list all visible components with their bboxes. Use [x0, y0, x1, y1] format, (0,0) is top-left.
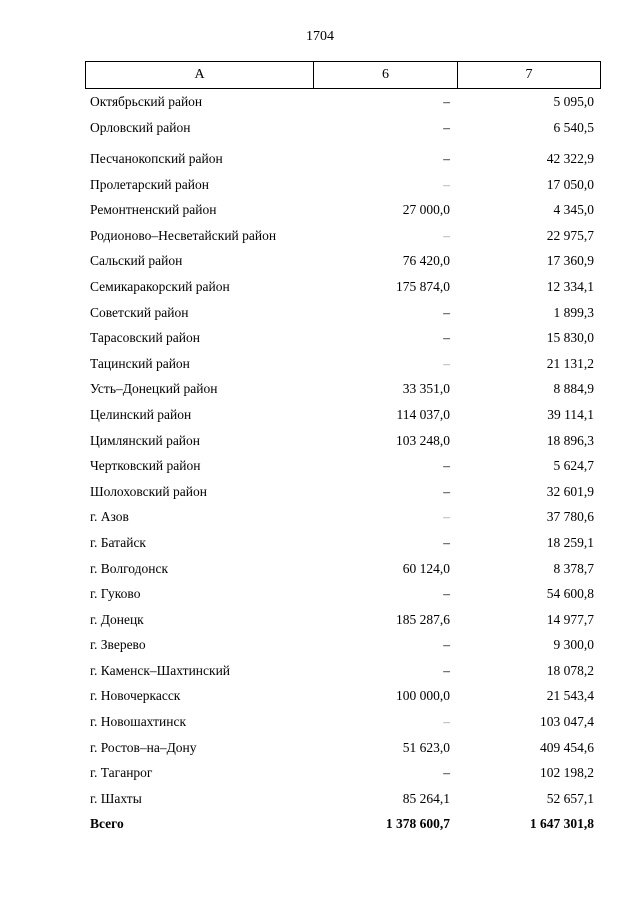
column-6-value: – [443, 120, 450, 135]
column-7-value: 32 601,9 [546, 483, 594, 499]
table-row [85, 632, 600, 658]
total-row [85, 811, 600, 837]
column-header-7: 7 [458, 62, 601, 89]
district-name: Цимлянский район [90, 432, 201, 448]
column-7-value: 12 334,1 [546, 278, 594, 294]
column-7-value: 37 780,6 [546, 509, 594, 525]
column-7-value: 5 095,0 [553, 94, 594, 109]
column-7-value: 22 975,7 [546, 227, 594, 243]
column-6-value: 175 874,0 [396, 278, 450, 294]
table-row [85, 197, 600, 223]
city-name: г. Зверево [90, 637, 146, 653]
column-6-value: – [443, 227, 450, 243]
table-row [85, 786, 600, 812]
column-6-value: – [443, 509, 450, 525]
table-row [85, 556, 600, 582]
table-row [85, 453, 600, 479]
column-7-value: 5 624,7 [553, 458, 594, 474]
column-header-6: 6 [314, 62, 458, 89]
column-6-value: – [443, 176, 450, 192]
column-7-value: 409 454,6 [540, 739, 594, 755]
district-name: Орловский район [90, 120, 191, 135]
column-7-value: 14 977,7 [546, 611, 594, 627]
table-row [85, 223, 600, 249]
district-name: Усть–Донецкий район [90, 381, 218, 397]
column-6-value: – [443, 662, 450, 678]
district-name: Шолоховский район [90, 483, 207, 499]
column-7-value: 17 360,9 [546, 253, 594, 269]
column-7-value: 8 884,9 [553, 381, 594, 397]
district-name: Чертковский район [90, 458, 201, 474]
column-7-value: 21 131,2 [546, 355, 594, 371]
column-6-value: – [443, 534, 450, 550]
total-column-6-value: 1 378 600,7 [385, 816, 450, 832]
total-label: Всего [90, 816, 124, 832]
district-name: Целинский район [90, 406, 192, 422]
column-6-value: – [443, 355, 450, 371]
table-row [85, 325, 600, 351]
column-6-value: – [443, 151, 450, 166]
city-name: г. Гуково [90, 586, 141, 602]
district-name: Октябрьский район [90, 94, 203, 109]
column-6-value: 114 037,0 [396, 406, 450, 422]
page-number: 1704 [306, 29, 334, 44]
column-6-value: – [443, 637, 450, 653]
district-name: Советский район [90, 304, 189, 320]
column-6-value: 100 000,0 [396, 688, 450, 704]
column-7-value: 52 657,1 [546, 790, 594, 806]
table-row [85, 115, 600, 146]
column-6-value: 33 351,0 [402, 381, 450, 397]
table-row [85, 504, 600, 530]
table-row [85, 581, 600, 607]
column-7-value: 18 896,3 [546, 432, 594, 448]
total-column-7-value: 1 647 301,8 [529, 816, 594, 832]
column-6-value: – [443, 330, 450, 346]
column-6-value: 185 287,6 [396, 611, 450, 627]
column-7-value: 21 543,4 [546, 688, 594, 704]
table-row [85, 683, 600, 709]
city-name: г. Волгодонск [90, 560, 169, 576]
table-row [85, 300, 600, 326]
district-name: Тацинский район [90, 355, 190, 371]
column-6-value: – [443, 765, 450, 781]
column-6-value: 85 264,1 [402, 790, 450, 806]
column-6-value: – [443, 458, 450, 474]
column-7-value: 18 259,1 [546, 534, 594, 550]
city-name: г. Батайск [90, 534, 146, 550]
column-7-value: 102 198,2 [540, 765, 594, 781]
city-name: г. Донецк [90, 611, 144, 627]
table-row [85, 530, 600, 556]
column-6-value: – [443, 586, 450, 602]
district-name: Пролетарский район [90, 176, 209, 192]
column-6-value: 27 000,0 [402, 202, 450, 218]
table-row [85, 146, 600, 172]
city-name: г. Таганрог [90, 765, 153, 781]
table-row [85, 428, 600, 454]
city-name: г. Ростов–на–Дону [90, 739, 197, 755]
table-row [85, 607, 600, 633]
column-7-value: 39 114,1 [547, 406, 594, 422]
table-row [85, 760, 600, 786]
city-name: г. Новошахтинск [90, 714, 186, 730]
city-name: г. Шахты [90, 790, 142, 806]
table-row [85, 479, 600, 505]
table-row [85, 248, 600, 274]
district-name: Тарасовский район [90, 330, 200, 346]
table-row [85, 89, 600, 115]
city-name: г. Азов [90, 509, 129, 525]
table-body [85, 89, 600, 837]
district-name: Семикаракорский район [90, 278, 230, 294]
table-row [85, 274, 600, 300]
table-row [85, 402, 600, 428]
column-7-value: 9 300,0 [553, 637, 594, 653]
column-7-value: 15 830,0 [546, 330, 594, 346]
column-7-value: 103 047,4 [540, 714, 594, 730]
column-6-value: 60 124,0 [402, 560, 450, 576]
district-name: Ремонтненский район [90, 202, 217, 218]
column-7-value: 1 899,3 [553, 304, 594, 320]
table-row [85, 709, 600, 735]
column-7-value: 8 378,7 [553, 560, 594, 576]
table-row [85, 658, 600, 684]
column-7-value: 4 345,0 [553, 202, 594, 218]
district-name: Песчанокопский район [90, 151, 223, 166]
header-row [86, 62, 601, 89]
column-header-a: А [86, 62, 314, 89]
column-6-value: – [443, 94, 450, 109]
table-header [85, 61, 601, 89]
column-6-value: 51 623,0 [402, 739, 450, 755]
column-6-value: 103 248,0 [396, 432, 450, 448]
table-row [85, 172, 600, 198]
table-row [85, 351, 600, 377]
column-7-value: 18 078,2 [546, 662, 594, 678]
column-6-value: – [443, 483, 450, 499]
table-row [85, 376, 600, 402]
column-6-value: – [443, 304, 450, 320]
column-6-value: 76 420,0 [402, 253, 450, 269]
column-7-value: 54 600,8 [546, 586, 594, 602]
column-7-value: 42 322,9 [546, 151, 594, 166]
city-name: г. Новочеркасск [90, 688, 181, 704]
district-name: Сальский район [90, 253, 183, 269]
city-name: г. Каменск–Шахтинский [90, 662, 231, 678]
table-row [85, 735, 600, 761]
district-name: Родионово–Несветайский район [90, 227, 277, 243]
column-6-value: – [443, 714, 450, 730]
column-7-value: 17 050,0 [546, 176, 594, 192]
column-7-value: 6 540,5 [553, 120, 594, 135]
